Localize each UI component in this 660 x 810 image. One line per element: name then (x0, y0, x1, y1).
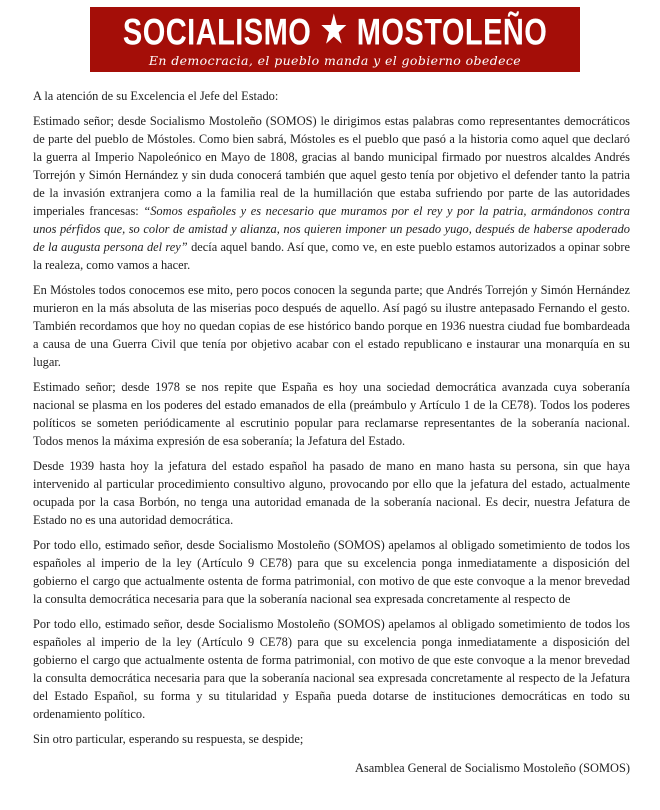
banner-subtitle: En democracia, el pueblo manda y el gobierno obedece (148, 53, 522, 68)
bando-quote: “Somos españoles y es necesario que muramos por el rey y por la patria, armándonos contra unos pérfidos que, so color de amistad y alianza, nos quieren imponer un pesado yugo, después de haberse apoderado de la augusta persona del rey” (33, 204, 630, 254)
signature-line: Asamblea General de Socialismo Mostoleño (SOMOS) (355, 761, 630, 775)
paragraph-history-closing: decía aquel bando. Así que, como ve, en este pueblo estamos autorizados a opinar sobre la realeza, como vamos a hacer. (33, 240, 630, 272)
paragraph-1978-constitution: Estimado señor; desde 1978 se nos repite que España es hoy una sociedad democrática avanzada cuya soberanía nacional se plasma en los poderes del estado emanados de ella (preámbulo y Artículo 1 de la CE78). Todos los poderes políticos se someten periódicamente al escrutinio popular para reclamarse representantes de la soberanía nacional. Todos menos la máxima expresión de esa soberanía; la Jefatura del Estado. (33, 380, 630, 448)
letter-body (33, 87, 630, 777)
star-icon: ★ (319, 5, 349, 54)
closing-line: Sin otro particular, esperando su respuesta, se despide; (33, 732, 304, 746)
salutation-line: A la atención de su Excelencia el Jefe del Estado: (33, 89, 279, 103)
paragraph-demand-full: Por todo ello, estimado señor, desde Socialismo Mostoleño (SOMOS) apelamos al obligado sometimiento de todos los españoles al imperio de la ley (Artículo 9 CE78) para que su excelencia ponga inmediatamente a disposición del gobierno el cargo que actualmente ostenta de forma patrimonial, con motivo de que este convoque a la menor brevedad la consulta democrática necesaria para que la soberanía nacional sea expresada concretamente al respecto de la Jefatura del Estado Español, su forma y su titularidad y España pueda dotarse de instituciones democráticas en todo su ordenamiento político. (33, 617, 630, 721)
paragraph-myth-second-part: En Móstoles todos conocemos ese mito, pero pocos conocen la segunda parte; que Andrés Torrejón y Simón Hernández murieron en la más absoluta de las miserias poco después de aquello. Así pagó su ilustre antepasado Fernando el gesto. También recordamos que hoy no quedan copias de ese histórico bando porque en 1936 nuestra ciudad fue bombardeada a causa de una Guerra Civil que tenía por objetivo acabar con el estado republicano e instaurar una monarquía en su lugar. (33, 283, 630, 369)
banner-title-left: SOCIALISMO (122, 10, 312, 52)
paragraph-demand-truncated: Por todo ello, estimado señor, desde Socialismo Mostoleño (SOMOS) apelamos al obligado sometimiento de todos los españoles al imperio de la ley (Artículo 9 CE78) para que su excelencia ponga inmediatamente a disposición del gobierno el cargo que actualmente ostenta de forma patrimonial, con motivo de que este convoque a la menor brevedad la consulta democrática necesaria para que la soberanía nacional sea expresada concretamente al respecto de (33, 538, 630, 606)
banner-title (122, 5, 548, 54)
paragraph-history-text: Estimado señor; desde Socialismo Mostoleño (SOMOS) le dirigimos estas palabras como representantes democráticos de parte del pueblo de Móstoles. Como bien sabrá, Móstoles es el pueblo que pasó a la historia como aquel que declaró la guerra al Imperio Napoleónico en Mayo de 1808, gracias al bando municipal firmado por nuestros alcaldes Andrés Torrejón y Simón Hernández y sin duda conocerá también que aquel gesto tenía por objetivo el defender tanto la patria de la invasión extranjera como a la familia real de la humillación que estaba sufriendo por parte de las autoridades imperiales francesas: (33, 114, 630, 218)
paragraph-1939-jefatura: Desde 1939 hasta hoy la jefatura del estado español ha pasado de mano en mano hasta su persona, sin que haya intervenido al particular procedimiento consultivo alguno, provocando por ello que la jefatura del estado, actualmente ocupada por la casa Borbón, no tenga una autoridad emanada de la soberanía nacional. Es decir, nuestra Jefatura de Estado no es una autoridad democrática. (33, 459, 630, 527)
organization-banner (90, 7, 580, 72)
banner-title-right: MOSTOLEÑO (356, 10, 548, 52)
paragraph-history (33, 112, 630, 274)
